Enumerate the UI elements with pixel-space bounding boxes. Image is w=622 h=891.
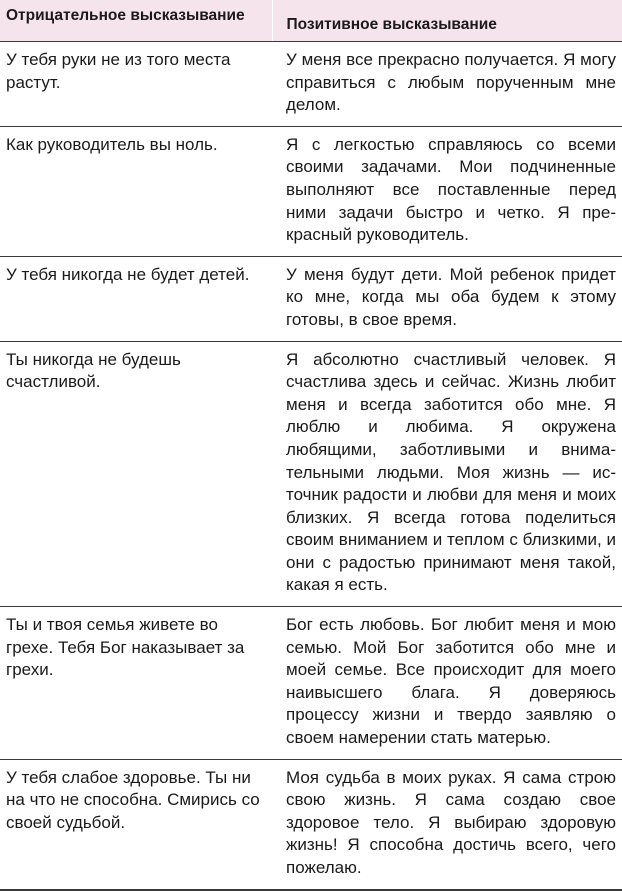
positive-statement: Я с легкостью справляюсь со всеми своими задачами. Мои подчиненные выполняют все поставленные перед ними задачи быстро и четко. Я прекрасный руководитель. [272, 126, 622, 256]
table-body [0, 42, 622, 890]
table-row [0, 607, 622, 760]
header-negative: Отрицательное высказывание [0, 0, 272, 42]
negative-statement: Ты никогда не будешь счастливой. [0, 341, 272, 607]
table-row [0, 42, 622, 127]
negative-statement: У тебя никогда не будет детей. [0, 256, 272, 341]
header-row [0, 0, 622, 42]
header-positive: Позитивное высказывание [272, 0, 622, 42]
positive-statement: Бог есть любовь. Бог любит меня и мою семью. Мой Бог заботится обо мне и моей семье. Все происходит для моего наивысшего блага. Я доверяюсь процессу жизни и твердо заявляю о своем намерении стать матерью. [272, 607, 622, 760]
positive-statement: У меня будут дети. Мой ребенок придет ко мне, когда мы оба будем к этому готовы, в свое время. [272, 256, 622, 341]
table-row [0, 256, 622, 341]
positive-statement: Моя судьба в моих руках. Я сама строю свою жизнь. Я сама создаю свое здоровое тело. Я выбираю здоровую жизнь! Я способна достичь всего, чего пожелаю. [272, 759, 622, 889]
table-row [0, 126, 622, 256]
negative-statement: Как руководитель вы ноль. [0, 126, 272, 256]
positive-statement: Я абсолютно счастливый человек. Я счастлива здесь и сейчас. Жизнь любит меня и всегда заботится обо мне. Я люблю и любима. Я окружена любящими, заботливыми и внимательными людьми. Моя жизнь — источник радости и любви для меня и моих близких. Я всегда готова поделиться своим вниманием и теплом с близкими, и они с радостью принимают меня такой, какая я есть. [272, 341, 622, 607]
table-header [0, 0, 622, 42]
table-row [0, 759, 622, 889]
negative-statement: У тебя слабое здоровье. Ты ни на что не способна. Смирись со своей судьбой. [0, 759, 272, 889]
positive-statement: У меня все прекрасно получается. Я могу справиться с любым порученным мне делом. [272, 42, 622, 127]
table-row [0, 341, 622, 607]
negative-statement: У тебя руки не из того места растут. [0, 42, 272, 127]
negative-statement: Ты и твоя семья живете во грехе. Тебя Бог наказывает за грехи. [0, 607, 272, 760]
